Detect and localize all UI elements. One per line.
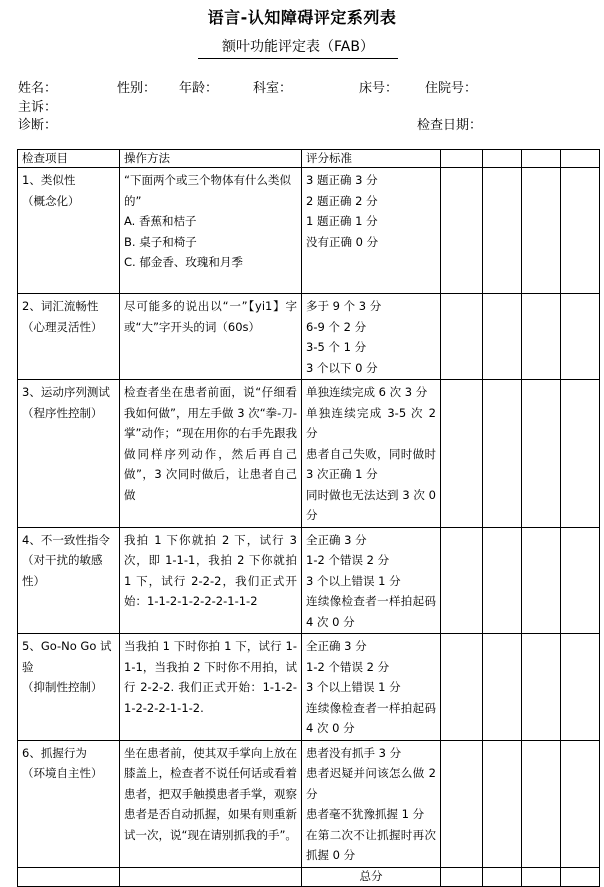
score-line: 没有正确 0 分 (306, 234, 379, 249)
item-name: 2、词汇流畅性 (22, 299, 99, 313)
score-line: 连续像检查者一样拍起码 4 次 0 分 (306, 700, 436, 735)
blank-cell (441, 527, 483, 634)
score-line: 连续像检查者一样拍起码 4 次 0 分 (306, 594, 436, 629)
item-cell (18, 740, 120, 867)
score-line: 患者毫不犹豫抓握 1 分 (306, 807, 425, 821)
item-name: 3、运动序列测试 (22, 385, 110, 399)
method-cell (120, 740, 302, 867)
admission-no-label: 住院号： (425, 81, 478, 96)
age-label: 年龄： (179, 81, 219, 96)
blank-cell (120, 867, 302, 886)
blank-cell (483, 867, 522, 886)
score-cell (302, 634, 441, 741)
blank-cell (522, 294, 561, 380)
blank-cell (561, 168, 600, 294)
score-line: 1-2 个错误 2 分 (306, 553, 390, 567)
method-cell (120, 380, 302, 528)
item-name: 1、类似性 (22, 173, 76, 187)
table-row (18, 168, 600, 294)
total-label: 总分 (302, 867, 441, 886)
blank-cell (441, 740, 483, 867)
score-cell (302, 740, 441, 867)
method-line: 坐在患者前，使其双手掌向上放在膝盖上，检查者不说任何话或看着患者，把双手触摸患者手掌，观察患者是否自动抓握，如果有则重新试一次，说“现在请别抓我的手”。 (124, 745, 297, 842)
blank-cell (561, 634, 600, 741)
score-cell (302, 527, 441, 634)
table-header-row (18, 150, 600, 168)
item-cell (18, 527, 120, 634)
blank-cell (522, 150, 561, 168)
blank-cell (522, 168, 561, 294)
blank-cell (522, 867, 561, 886)
score-line: 1-2 个错误 2 分 (306, 659, 390, 674)
score-line: 患者迟疑并问该怎么做 2 分 (306, 766, 436, 801)
item-domain: （抑制性控制） (22, 680, 103, 694)
score-line: 2 题正确 2 分 (306, 193, 378, 208)
item-domain: （对干扰的敏感性） (22, 553, 103, 588)
method-cell (120, 294, 302, 380)
method-option: B. 桌子和椅子 (124, 234, 197, 249)
blank-cell (441, 168, 483, 294)
fab-table (17, 149, 600, 887)
item-cell (18, 380, 120, 528)
score-line: 单独连续完成 6 次 3 分 (306, 385, 428, 399)
complaint-label: 主诉： (18, 100, 58, 115)
score-line: 多于 9 个 3 分 (306, 299, 382, 313)
method-line: “下面两个或三个物体有什么类似的” (124, 173, 291, 208)
gender-label: 性别： (117, 81, 157, 96)
score-line: 3 题正确 3 分 (306, 173, 378, 187)
score-line: 在第二次不让抓握时再次抓握 0 分 (306, 827, 436, 862)
diagnosis-label: 诊断： (18, 118, 58, 133)
method-cell (120, 634, 302, 741)
item-domain: （环境自主性） (22, 766, 103, 780)
item-cell (18, 294, 120, 380)
blank-cell (441, 294, 483, 380)
item-domain: （概念化） (22, 193, 80, 208)
blank-cell (522, 527, 561, 634)
score-line: 全正确 3 分 (306, 532, 367, 547)
blank-cell (483, 168, 522, 294)
method-line: 尽可能多的说出以“一”【yi1】字或“大”字开头的词（60s） (124, 299, 297, 334)
blank-cell (483, 294, 522, 380)
form-title: 语言-认知障碍评定系列表 (207, 8, 397, 27)
score-line: 同时做也无法达到 3 次 0 分 (306, 487, 436, 522)
blank-cell (561, 527, 600, 634)
score-line: 3 个以上错误 1 分 (306, 573, 401, 588)
blank-cell (441, 867, 483, 886)
table-row (18, 527, 600, 634)
blank-cell (18, 867, 120, 886)
header-item: 检查项目 (18, 150, 120, 168)
blank-cell (561, 867, 600, 886)
score-line: 单独连续完成 3-5 次 2 分 (306, 405, 436, 440)
method-line: 我拍 1 下你就拍 2 下，试行 3 次，即 1-1-1，我拍 2 下你就拍 1 下，试行 2-2-2，我们正式开始：1-1-2-1-2-2-2-1-1-2 (124, 532, 297, 608)
method-cell (120, 527, 302, 634)
method-line: 检查者坐在患者前面，说“仔细看我如何做”，用左手做 3 次“拳-刀-掌”动作；“现在用你的右手先跟我做同样序列动作，然后再自己做”，3 次同时做后，让患者自己做 (124, 385, 297, 502)
method-option: A. 香蕉和桔子 (124, 214, 197, 228)
blank-cell (561, 740, 600, 867)
item-name: 4、不一致性指令 (22, 532, 110, 547)
score-line: 6-9 个 2 分 (306, 319, 367, 334)
score-cell (302, 168, 441, 294)
header-score: 评分标准 (302, 150, 441, 168)
blank-cell (441, 634, 483, 741)
table-row (18, 634, 600, 741)
blank-cell (441, 150, 483, 168)
item-domain: （心理灵活性） (22, 319, 103, 334)
score-cell (302, 294, 441, 380)
score-cell (302, 380, 441, 528)
item-name: 6、抓握行为 (22, 745, 87, 760)
score-line: 患者没有抓手 3 分 (306, 745, 402, 760)
score-line: 1 题正确 1 分 (306, 214, 378, 228)
item-cell (18, 168, 120, 294)
table-row (18, 380, 600, 528)
blank-cell (561, 294, 600, 380)
score-line: 全正确 3 分 (306, 639, 367, 653)
bed-label: 床号： (359, 81, 399, 96)
method-line: 当我拍 1 下时你拍 1 下，试行 1-1-1，当我拍 2 下时你不用拍，试行 2-2-2. 我们正式开始：1-1-2-1-2-2-2-1-1-2. (124, 639, 297, 715)
name-label: 姓名： (18, 81, 58, 96)
blank-cell (483, 634, 522, 741)
blank-cell (522, 740, 561, 867)
item-domain: （程序性控制） (22, 405, 103, 420)
form-subtitle: 额叶功能评定表（FAB） (198, 36, 398, 59)
score-line: 3 个以上错误 1 分 (306, 680, 401, 694)
exam-date-label: 检查日期： (417, 118, 483, 133)
score-line: 患者自己失败，同时做时 3 次正确 1 分 (306, 446, 436, 481)
method-cell (120, 168, 302, 294)
table-row (18, 294, 600, 380)
score-line: 3-5 个 1 分 (306, 340, 367, 354)
item-name: 5、Go-No Go 试验 (22, 639, 112, 674)
blank-cell (522, 380, 561, 528)
blank-cell (441, 380, 483, 528)
total-row (18, 867, 600, 886)
blank-cell (483, 380, 522, 528)
method-option: C. 郁金香、玫瑰和月季 (124, 255, 243, 269)
blank-cell (522, 634, 561, 741)
blank-cell (561, 150, 600, 168)
table-row (18, 740, 600, 867)
header-method: 操作方法 (120, 150, 302, 168)
blank-cell (483, 150, 522, 168)
blank-cell (561, 380, 600, 528)
item-cell (18, 634, 120, 741)
score-line: 3 个以下 0 分 (306, 360, 378, 375)
department-label: 科室： (253, 81, 293, 96)
blank-cell (483, 527, 522, 634)
blank-cell (483, 740, 522, 867)
